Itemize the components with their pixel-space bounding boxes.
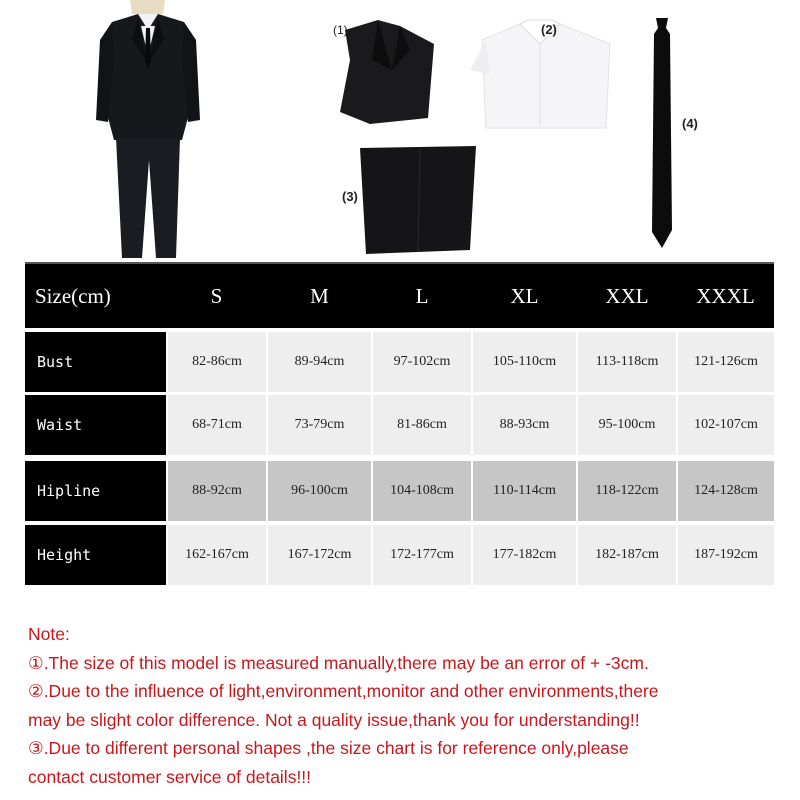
shirt-image [470,20,610,128]
bust-xl: 105-110cm [473,332,576,392]
item-label-1: (1) [333,23,348,37]
notes-section [28,620,788,791]
size-header-label: Size(cm) [35,284,111,308]
waist-m: 73-79cm [268,395,371,455]
tie-image [652,18,672,248]
height-xxl: 182-187cm [578,525,676,585]
row-label-height: Height [25,525,166,585]
bust-xxxl: 121-126cm [678,332,774,392]
item-label-2: (2) [541,22,557,37]
height-m: 167-172cm [268,525,371,585]
jacket-image [340,20,434,124]
notes-title: Note: [28,624,70,644]
waist-l: 81-86cm [373,395,471,455]
hipline-m: 96-100cm [268,461,371,521]
product-illustration [0,0,800,262]
table-row-waist [25,395,774,455]
height-xxxl: 187-192cm [678,525,774,585]
bust-s: 82-86cm [168,332,266,392]
row-label-waist: Waist [25,395,166,455]
row-label-bust: Bust [25,332,166,392]
size-table-header [25,264,774,328]
height-s: 162-167cm [168,525,266,585]
size-xl: XL [510,284,539,308]
table-row-height [25,525,774,585]
height-xl: 177-182cm [473,525,576,585]
hipline-l: 104-108cm [373,461,471,521]
table-row-bust [25,332,774,392]
waist-xxl: 95-100cm [578,395,676,455]
product-images [0,0,800,262]
size-m: M [310,284,329,308]
waist-s: 68-71cm [168,395,266,455]
row-label-hipline: Hipline [25,461,166,521]
note-line-3: may be slight color difference. Not a quality issue,thank you for understanding!! [28,709,640,730]
note-line-2: ②.Due to the influence of light,environment,monitor and other environments,there [28,681,659,701]
size-xxxl: XXXL [696,284,755,308]
bust-m: 89-94cm [268,332,371,392]
table-row-hipline [25,461,774,521]
size-s: S [210,284,223,308]
size-xxl: XXL [605,284,649,308]
size-l: L [415,284,429,308]
note-line-1: ①.The size of this model is measured manually,there may be an error of + -3cm. [28,652,649,673]
item-label-4: (4) [682,116,698,131]
bust-l: 97-102cm [373,332,471,392]
waist-xl: 88-93cm [473,395,576,455]
bust-xxl: 113-118cm [578,332,676,392]
model-full-suit-image [96,0,200,258]
note-line-5: contact customer service of details!!! [28,766,312,787]
hipline-xl: 110-114cm [473,461,576,521]
height-l: 172-177cm [373,525,471,585]
hipline-s: 88-92cm [168,461,266,521]
hipline-xxl: 118-122cm [578,461,676,521]
note-line-4: ③.Due to different personal shapes ,the size chart is for reference only,please [28,738,629,758]
trousers-image [360,146,476,254]
item-label-3: (3) [342,189,358,204]
waist-xxxl: 102-107cm [678,395,774,455]
hipline-xxxl: 124-128cm [678,461,774,521]
